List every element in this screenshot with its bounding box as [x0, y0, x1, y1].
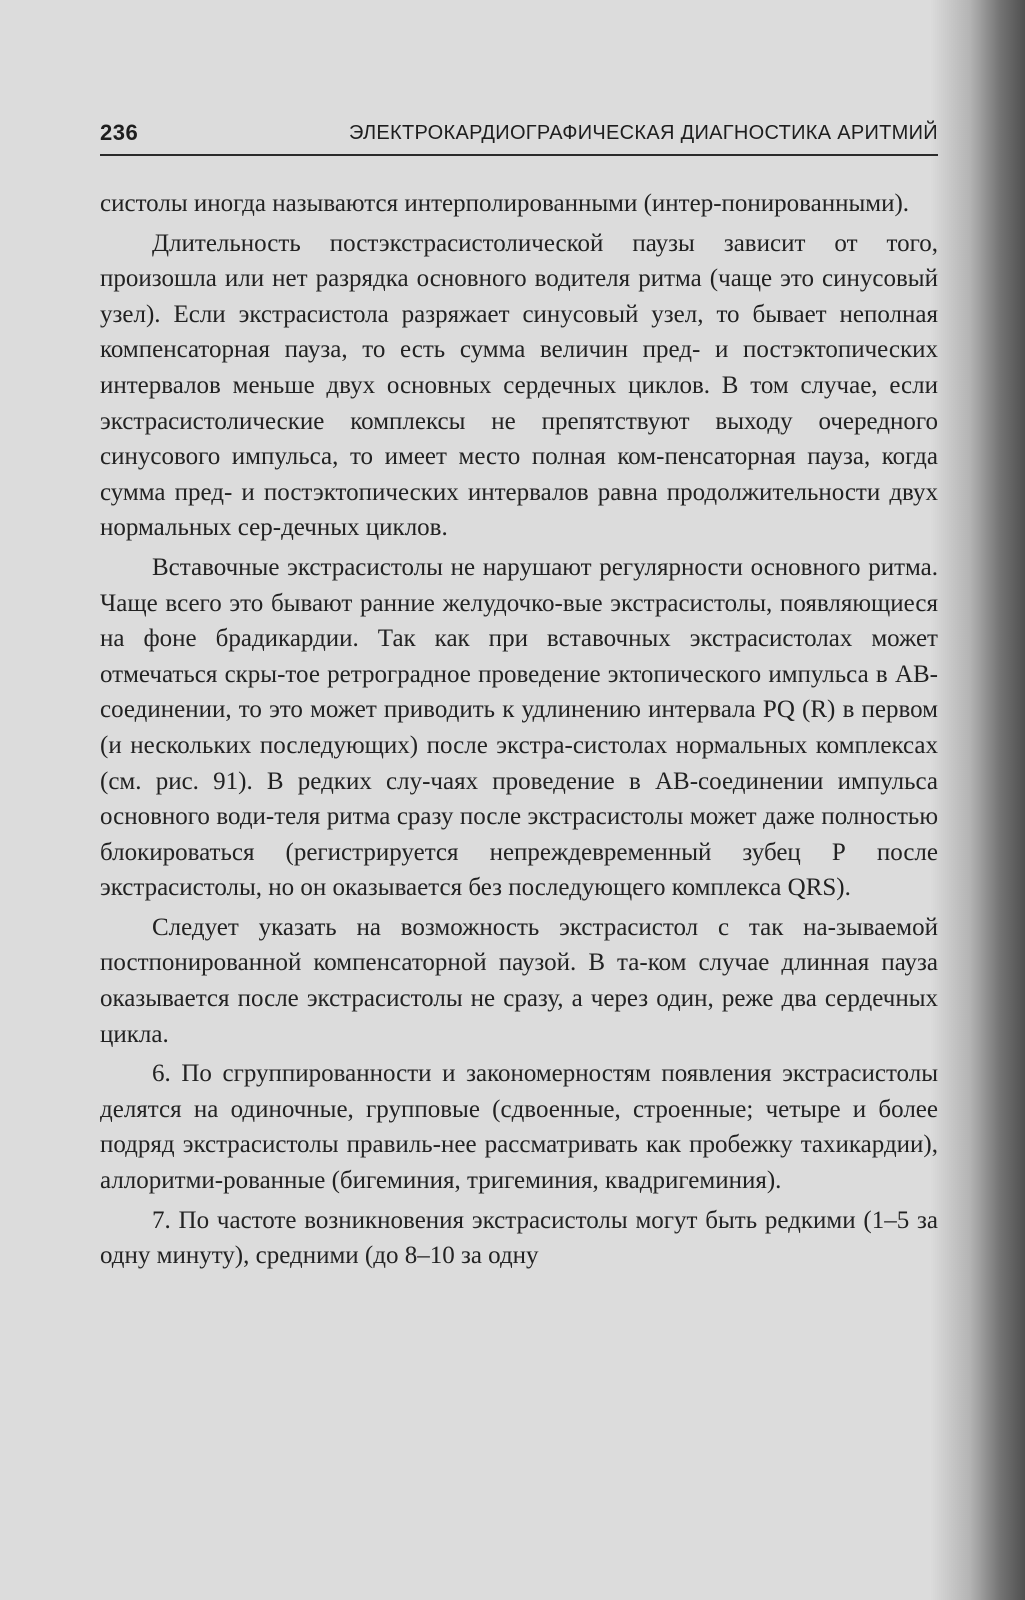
body-text [100, 186, 938, 1274]
paragraph-pause-duration: Длительность постэкстрасистолической паузы зависит от того, произошла или нет разрядка основного водителя ритма (чаще это синусовый узел). Если экстрасистола разряжает синусовый узел, то бывает неполная компенсаторная пауза, то есть сумма величин пред- и постэктопических интервалов меньше двух основных сердечных циклов. В том случае, если экстрасистолические комплексы не препятствуют выходу очередного синусового импульса, то имеет место полная ком-пенсаторная пауза, когда сумма пред- и постэктопических интервалов равна продолжительности двух нормальных сер-дечных циклов. [100, 229, 938, 542]
running-title: ЭЛЕКТРОКАРДИОГРАФИЧЕСКАЯ ДИАГНОСТИКА АРИТМИЙ [348, 122, 938, 144]
paragraph-interpolated-extrasystoles: Вставочные экстрасистолы не нарушают регулярности основного ритма. Чаще всего это бывают ранние желудочко-вые экстрасистолы, появляющиеся на фоне брадикардии. Так как при вставочных экстрасистолах может отмечаться скры-тое ретроградное проведение эктопического импульса в АВ-соединении, то это может приводить к удлинению интервала PQ (R) в первом (и нескольких последующих) после экстра-систолах нормальных комплексах (см. рис. 91). В редких слу-чаях проведение в АВ-соединении импульса основного води-теля ритма сразу после экстрасистолы может даже полностью блокироваться (регистрируется непреждевременный зубец Р после экстрасистолы, но он оказывается без последующего комплекса QRS). [100, 553, 938, 902]
paragraph-item-7: 7. По частоте возникновения экстрасистолы могут быть редкими (1–5 за одну минуту), средними (до 8–10 за одну [100, 1206, 938, 1270]
page-header [100, 118, 938, 156]
paragraph-postponed-pause: Следует указать на возможность экстрасистол с так на-зываемой постпонированной компенсаторной паузой. В та-ком случае длинная пауза оказывается после экстрасистолы не сразу, а через один, реже два сердечных цикла. [100, 913, 938, 1048]
page-number: 236 [100, 120, 139, 145]
paragraph-item-6: 6. По сгруппированности и закономерностям появления экстрасистолы делятся на одиночные, групповые (сдвоенные, строенные; четыре и более подряд экстрасистолы правиль-нее рассматривать как пробежку тахикардии), аллоритми-рованные (бигеминия, тригеминия, квадригеминия). [100, 1060, 938, 1195]
paragraph-continuation: систолы иногда называются интерполированными (интер-понированными). [100, 190, 910, 217]
